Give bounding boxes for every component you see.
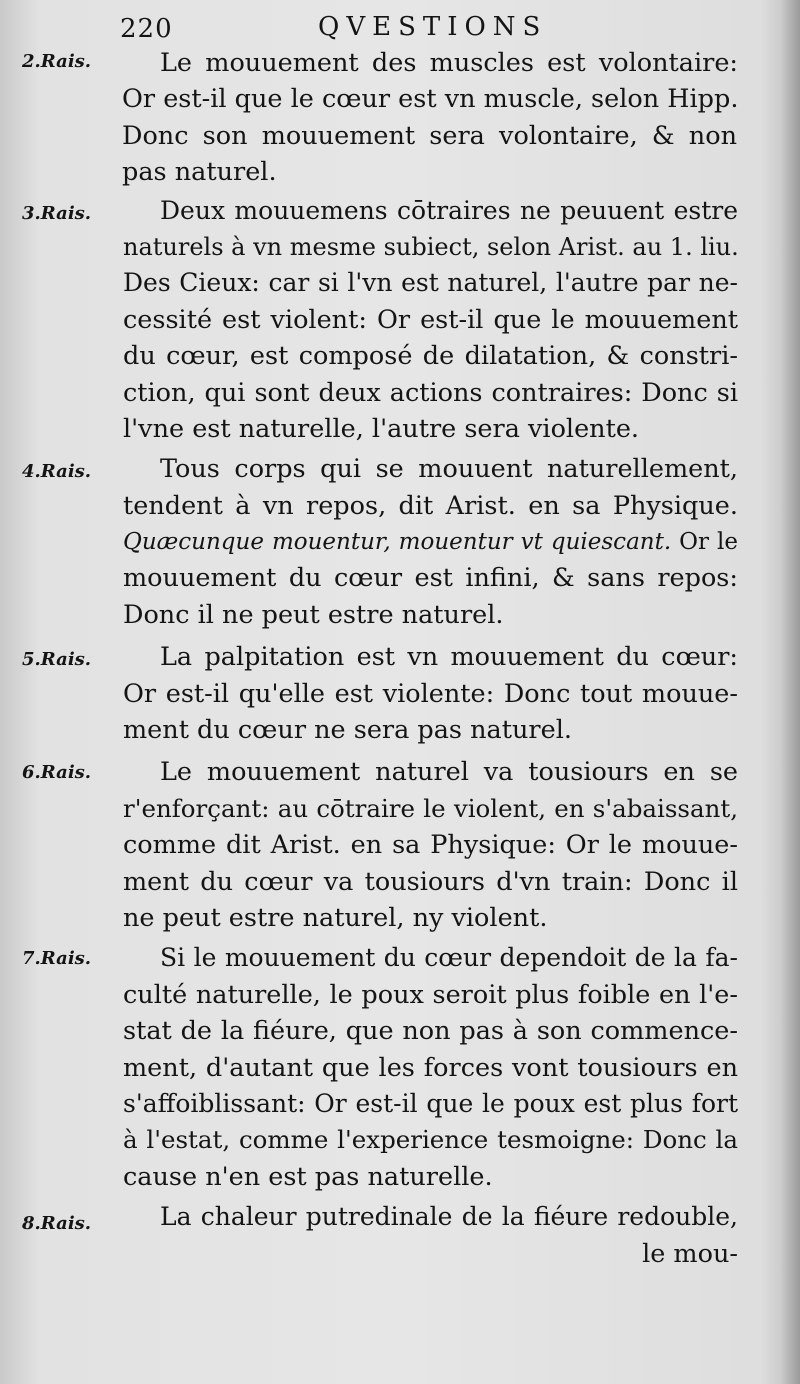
margin-note: 2.Rais. xyxy=(22,51,92,72)
margin-note: 5.Rais. xyxy=(22,649,92,671)
text-line: Donc son mouuement sera volontaire, & non xyxy=(122,120,737,151)
text-line: Or est-il que le cœur est vn muscle, selon Hipp. xyxy=(122,84,739,115)
text-line: Des Cieux: car si l'vn est naturel, l'autre par ne- xyxy=(123,268,738,298)
text-line: culté naturelle, le poux seroit plus foible en l'e- xyxy=(123,979,738,1010)
margin-note: 6.Rais. xyxy=(22,762,92,784)
margin-note: 7.Rais. xyxy=(22,948,92,970)
reason-4 xyxy=(0,451,800,633)
text-line: stat de la fiéure, que non pas à son commence- xyxy=(123,1016,738,1047)
text-line: cause n'en est pas naturelle. xyxy=(123,1161,493,1192)
text-line: naturels à vn mesme subiect, selon Arist. au 1. liu. xyxy=(123,232,739,261)
margin-note: 4.Rais. xyxy=(22,461,92,483)
catchword: le mou- xyxy=(642,1238,738,1269)
margin-note: 8.Rais. xyxy=(22,1213,92,1235)
text-line: Deux mouuemens cōtraires ne peuuent estre xyxy=(160,195,738,225)
text-line: La palpitation est vn mouuement du cœur: xyxy=(160,642,738,673)
text-line: ment du cœur va tousiours d'vn train: Donc il xyxy=(123,866,738,897)
latin-quotation: Quæcunque mouentur, mouentur vt quiescant. xyxy=(123,529,672,556)
text-line: r'enforçant: au cōtraire le violent, en s'abaissant, xyxy=(123,793,738,823)
text-line: cessité est violent: Or est-il que le mouuement xyxy=(123,304,738,335)
text-line: comme dit Arist. en sa Physique: Or le mouue- xyxy=(123,830,738,861)
reason-7 xyxy=(0,940,800,1195)
text-line: Tous corps qui se mouuent naturellement, xyxy=(160,454,738,485)
text-line: du cœur, est composé de dilatation, & constri- xyxy=(123,341,738,372)
text-line: ne peut estre naturel, ny violent. xyxy=(123,902,548,933)
reason-8 xyxy=(0,1199,800,1272)
text-line: Quæcunque mouentur, mouentur vt quiescant. Or le xyxy=(123,529,738,556)
text-line: mouuement du cœur est infini, & sans repos: xyxy=(123,563,738,594)
page-body xyxy=(0,40,800,1272)
text-line: ment du cœur ne sera pas naturel. xyxy=(123,715,572,746)
text-line: tendent à vn repos, dit Arist. en sa Physique. xyxy=(123,490,738,521)
text-line: La chaleur putredinale de la fiéure redouble, xyxy=(160,1202,738,1232)
page-number: 220 xyxy=(120,14,173,44)
text-line: ction, qui sont deux actions contraires: Donc si xyxy=(123,377,738,408)
text-line: Le mouuement des muscles est volontaire: xyxy=(160,48,738,78)
running-title: QVESTIONS xyxy=(318,12,548,42)
text-line: pas naturel. xyxy=(122,157,277,188)
page-header xyxy=(0,8,800,42)
text-line: à l'estat, comme l'experience tesmoigne: Donc la xyxy=(123,1125,738,1155)
reason-5 xyxy=(0,639,800,748)
reason-2 xyxy=(0,45,800,191)
text-line: Donc il ne peut estre naturel. xyxy=(123,599,504,630)
reason-3 xyxy=(0,193,800,448)
reason-6 xyxy=(0,754,800,936)
margin-note: 3.Rais. xyxy=(22,202,92,224)
text-line: s'affoiblissant: Or est-il que le poux est plus fort xyxy=(123,1088,738,1118)
text-line: Or est-il qu'elle est violente: Donc tout mouue- xyxy=(123,678,738,709)
text-line: Si le mouuement du cœur dependoit de la fa- xyxy=(160,943,738,973)
text-line: l'vne est naturelle, l'autre sera violente. xyxy=(123,413,640,444)
text-line: Le mouuement naturel va tousiours en se xyxy=(160,757,738,788)
text-line: ment, d'autant que les forces vont tousiours en xyxy=(123,1052,738,1083)
